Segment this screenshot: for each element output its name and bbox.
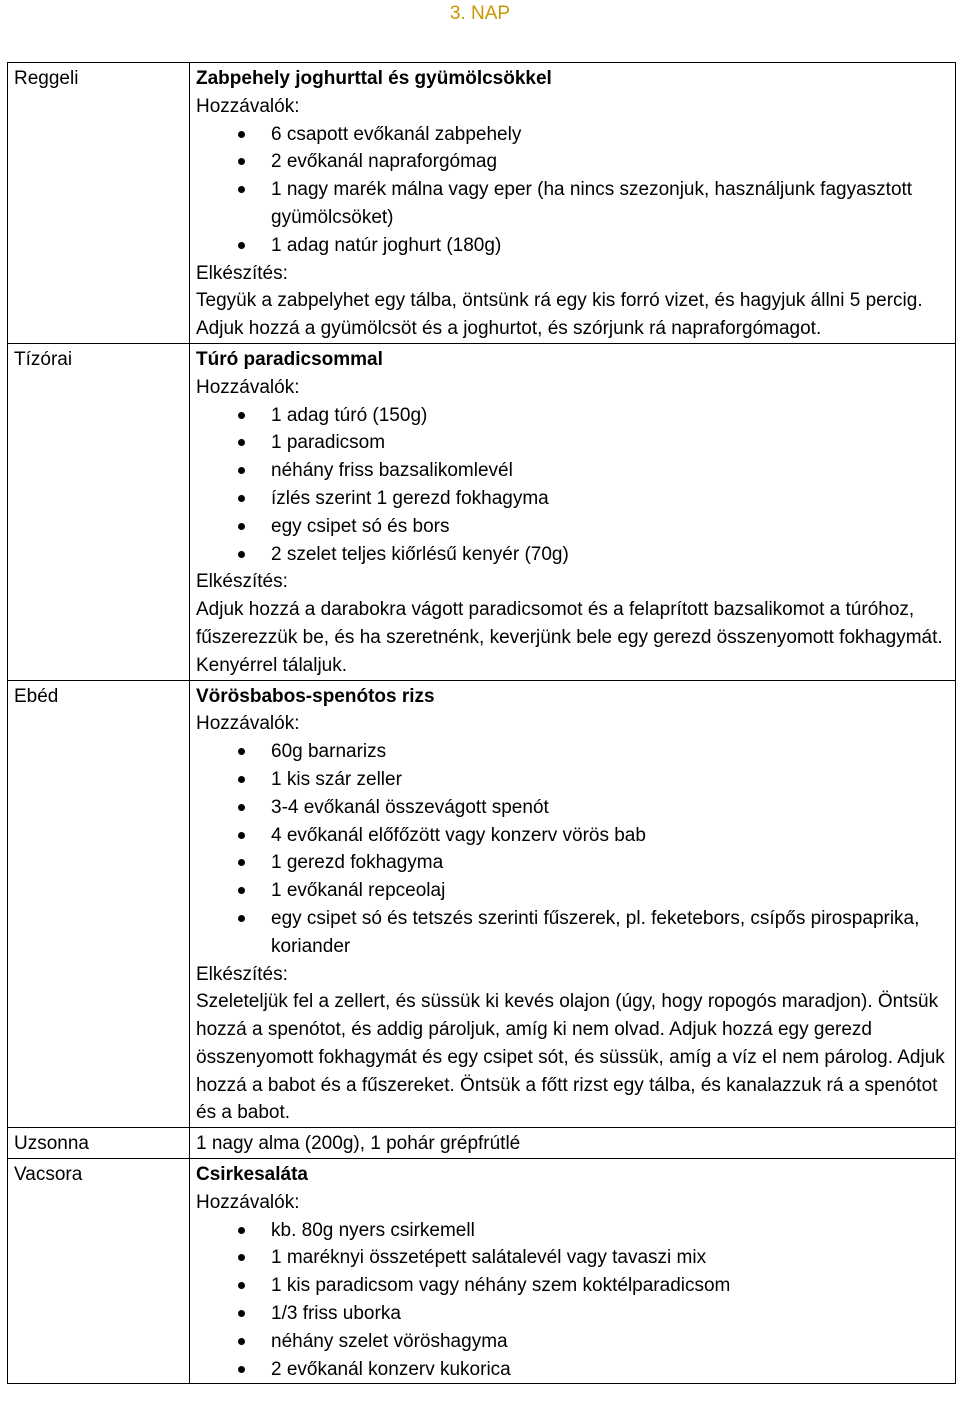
- prep-label: Elkészítés:: [196, 571, 288, 593]
- prep-label: Elkészítés:: [196, 262, 288, 284]
- ingredient-item: 2 evőkanál konzerv kukorica: [271, 1356, 949, 1384]
- prep-text: Adjuk hozzá a darabokra vágott paradicsomot és a felaprított bazsalikomot a túróhoz, fűszerezzük be, és ha szeretnénk, keverjünk bele egy gerezd összenyomott fokhagymát. Kenyérrel tálaljuk.: [196, 599, 943, 676]
- ingredient-item: 1 adag natúr joghurt (180g): [271, 232, 949, 260]
- meal-label: Uzsonna: [8, 1128, 190, 1159]
- ingredient-item: 1 gerezd fokhagyma: [271, 849, 949, 877]
- recipe-title: Zabpehely joghurttal és gyümölcsökkel: [196, 68, 552, 89]
- day-title: 3. NAP: [449, 3, 511, 24]
- prep-text: Szeleteljük fel a zellert, és süssük ki kevés olajon (úgy, hogy ropogós maradjon). Öntsük hozzá a spenótot, és addig pároljuk, amíg ki nem olvad. Adjuk hozzá egy gerezd összenyomott fokhagymát és egy csipet sót, és süssük, amíg a víz el nem párolog. Adjuk hozzá a babot és a fűszereket. Öntsük a főtt rizst egy tálba, és kanalazzuk rá a spenótot és a babot.: [196, 991, 945, 1124]
- ingredients-list: [196, 1217, 949, 1384]
- ingredient-item: 2 evőkanál napraforgómag: [271, 148, 949, 176]
- ingredient-item: 4 evőkanál előfőzött vagy konzerv vörös bab: [271, 822, 949, 850]
- meal-label: Vacsora: [8, 1159, 190, 1384]
- recipe-title: Csirkesaláta: [196, 1164, 308, 1186]
- ingredients-label: Hozzávalók:: [196, 95, 300, 117]
- ingredient-item: 1 nagy marék málna vagy eper (ha nincs szezonjuk, használjunk fagyasztott gyümölcsöket): [271, 176, 949, 232]
- meal-row-vacsora: [8, 1159, 956, 1384]
- ingredient-item: 1 paradicsom: [271, 429, 949, 457]
- meal-label: Tízórai: [8, 343, 190, 680]
- meal-row-tizorai: [8, 343, 956, 680]
- meal-row-ebed: [8, 680, 956, 1128]
- ingredients-label: Hozzávalók:: [196, 1191, 300, 1213]
- ingredient-item: 1 kis szár zeller: [271, 766, 949, 794]
- ingredient-item: 1/3 friss uborka: [271, 1300, 949, 1328]
- snack-text: 1 nagy alma (200g), 1 pohár grépfrútlé: [196, 1133, 521, 1155]
- ingredient-item: 1 evőkanál repceolaj: [271, 877, 949, 905]
- ingredient-item: néhány friss bazsalikomlevél: [271, 457, 949, 485]
- meal-content: [190, 343, 956, 680]
- meal-plan-table: [7, 62, 956, 1384]
- prep-label: Elkészítés:: [196, 963, 288, 985]
- ingredients-list: [196, 738, 949, 960]
- ingredient-item: 1 kis paradicsom vagy néhány szem koktélparadicsom: [271, 1272, 949, 1300]
- ingredient-item: egy csipet só és bors: [271, 513, 949, 541]
- ingredient-item: egy csipet só és tetszés szerinti fűszerek, pl. feketebors, csípős pirospaprika, koriander: [271, 905, 949, 961]
- meal-row-reggeli: [8, 63, 956, 344]
- meal-content: [190, 680, 956, 1128]
- ingredients-label: Hozzávalók:: [196, 713, 300, 735]
- recipe-title: Túró paradicsommal: [196, 348, 383, 370]
- ingredients-list: [196, 121, 949, 260]
- prep-text: Tegyük a zabpelyhet egy tálba, öntsünk rá egy kis forró vizet, és hagyjuk állni 5 percig. Adjuk hozzá a gyümölcsöt és a joghurtot, és szórjunk rá napraforgómagot.: [196, 290, 923, 340]
- ingredient-item: néhány szelet vöröshagyma: [271, 1328, 949, 1356]
- ingredient-item: kb. 80g nyers csirkemell: [271, 1217, 949, 1245]
- ingredients-list: [196, 402, 949, 569]
- ingredient-item: 1 adag túró (150g): [271, 402, 949, 430]
- ingredient-item: 2 szelet teljes kiőrlésű kenyér (70g): [271, 541, 949, 569]
- ingredient-item: ízlés szerint 1 gerezd fokhagyma: [271, 485, 949, 513]
- meal-label: Ebéd: [8, 680, 190, 1128]
- meal-content: [190, 1159, 956, 1384]
- ingredient-item: 3-4 evőkanál összevágott spenót: [271, 794, 949, 822]
- ingredient-item: 6 csapott evőkanál zabpehely: [271, 121, 949, 149]
- meal-content: [190, 63, 956, 344]
- recipe-title: Vörösbabos-spenótos rizs: [196, 685, 435, 707]
- ingredient-item: 1 maréknyi összetépett salátalevél vagy tavaszi mix: [271, 1244, 949, 1272]
- ingredients-label: Hozzávalók:: [196, 376, 300, 398]
- ingredient-item: 60g barnarizs: [271, 738, 949, 766]
- meal-label: Reggeli: [8, 63, 190, 344]
- meal-content: [190, 1128, 956, 1159]
- meal-row-uzsonna: [8, 1128, 956, 1159]
